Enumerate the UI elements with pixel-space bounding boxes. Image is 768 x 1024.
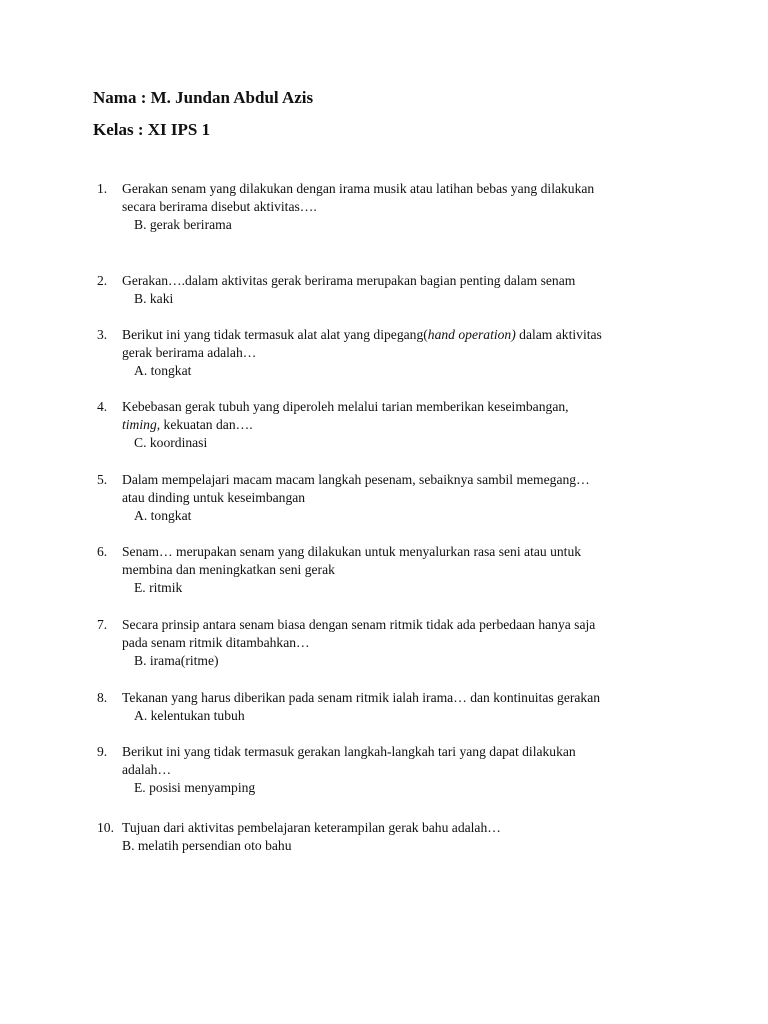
- question-line-end: kekuatan dan….: [160, 417, 253, 432]
- question-text: [122, 326, 682, 362]
- italic-term: hand operation): [427, 327, 516, 342]
- question-text: [122, 819, 682, 837]
- answer-text: B. melatih persendian oto bahu: [122, 838, 292, 853]
- question-line: secara berirama disebut aktivitas….: [122, 199, 317, 214]
- question-text: [122, 471, 682, 507]
- question-line-end: dalam aktivitas: [515, 327, 602, 342]
- answer-text: A. tongkat: [134, 508, 192, 523]
- question-number: 10.: [97, 820, 114, 835]
- question-number: 7.: [97, 617, 108, 632]
- question-line: pada senam ritmik ditambahkan…: [122, 635, 310, 650]
- question-line: [122, 416, 682, 434]
- question-number: 5.: [97, 472, 108, 487]
- question-line: adalah…: [122, 762, 172, 777]
- question-number: 9.: [97, 744, 108, 759]
- question-text: [122, 180, 682, 216]
- student-name: Nama : M. Jundan Abdul Azis: [93, 88, 314, 107]
- answer-text: B. kaki: [134, 291, 174, 306]
- answer-text: A. kelentukan tubuh: [134, 708, 245, 723]
- question-line: Senam… merupakan senam yang dilakukan untuk menyalurkan rasa seni atau untuk: [122, 544, 582, 559]
- question-line: gerak berirama adalah…: [122, 345, 257, 360]
- question-text: [122, 272, 682, 290]
- question-number: 8.: [97, 690, 108, 705]
- question-number: 6.: [97, 544, 108, 559]
- question-line: atau dinding untuk keseimbangan: [122, 490, 306, 505]
- question-line: Gerakan….dalam aktivitas gerak berirama merupakan bagian penting dalam senam: [122, 273, 576, 288]
- answer-text: E. ritmik: [134, 580, 183, 595]
- answer-text: B. gerak berirama: [134, 217, 232, 232]
- question-line: Kebebasan gerak tubuh yang diperoleh melalui tarian memberikan keseimbangan,: [122, 399, 569, 414]
- question-line: Tekanan yang harus diberikan pada senam ritmik ialah irama… dan kontinuitas gerakan: [122, 690, 601, 705]
- answer-text: E. posisi menyamping: [134, 780, 256, 795]
- student-class: Kelas : XI IPS 1: [93, 120, 211, 139]
- question-line: Tujuan dari aktivitas pembelajaran keterampilan gerak bahu adalah…: [122, 820, 501, 835]
- answer-text: C. koordinasi: [134, 435, 208, 450]
- question-text: [122, 689, 682, 707]
- question-line: Dalam mempelajari macam macam langkah pesenam, sebaiknya sambil memegang…: [122, 472, 590, 487]
- question-line: membina dan meningkatkan seni gerak: [122, 562, 335, 577]
- answer-text: A. tongkat: [134, 363, 192, 378]
- question-text: [122, 743, 682, 779]
- answer-text: B. irama(ritme): [134, 653, 219, 668]
- italic-term: timing,: [122, 417, 161, 432]
- question-number: 3.: [97, 327, 108, 342]
- question-number: 1.: [97, 181, 108, 196]
- question-line-start: Berikut ini yang tidak termasuk alat alat yang dipegang(: [122, 327, 428, 342]
- question-text: [122, 543, 682, 579]
- question-number: 2.: [97, 273, 108, 288]
- question-number: 4.: [97, 399, 108, 414]
- question-line: Gerakan senam yang dilakukan dengan irama musik atau latihan bebas yang dilakukan: [122, 181, 595, 196]
- question-line: Berikut ini yang tidak termasuk gerakan langkah-langkah tari yang dapat dilakukan: [122, 744, 576, 759]
- question-line: Secara prinsip antara senam biasa dengan senam ritmik tidak ada perbedaan hanya saja: [122, 617, 596, 632]
- question-line: [122, 326, 682, 344]
- question-text: [122, 398, 682, 434]
- question-text: [122, 616, 682, 652]
